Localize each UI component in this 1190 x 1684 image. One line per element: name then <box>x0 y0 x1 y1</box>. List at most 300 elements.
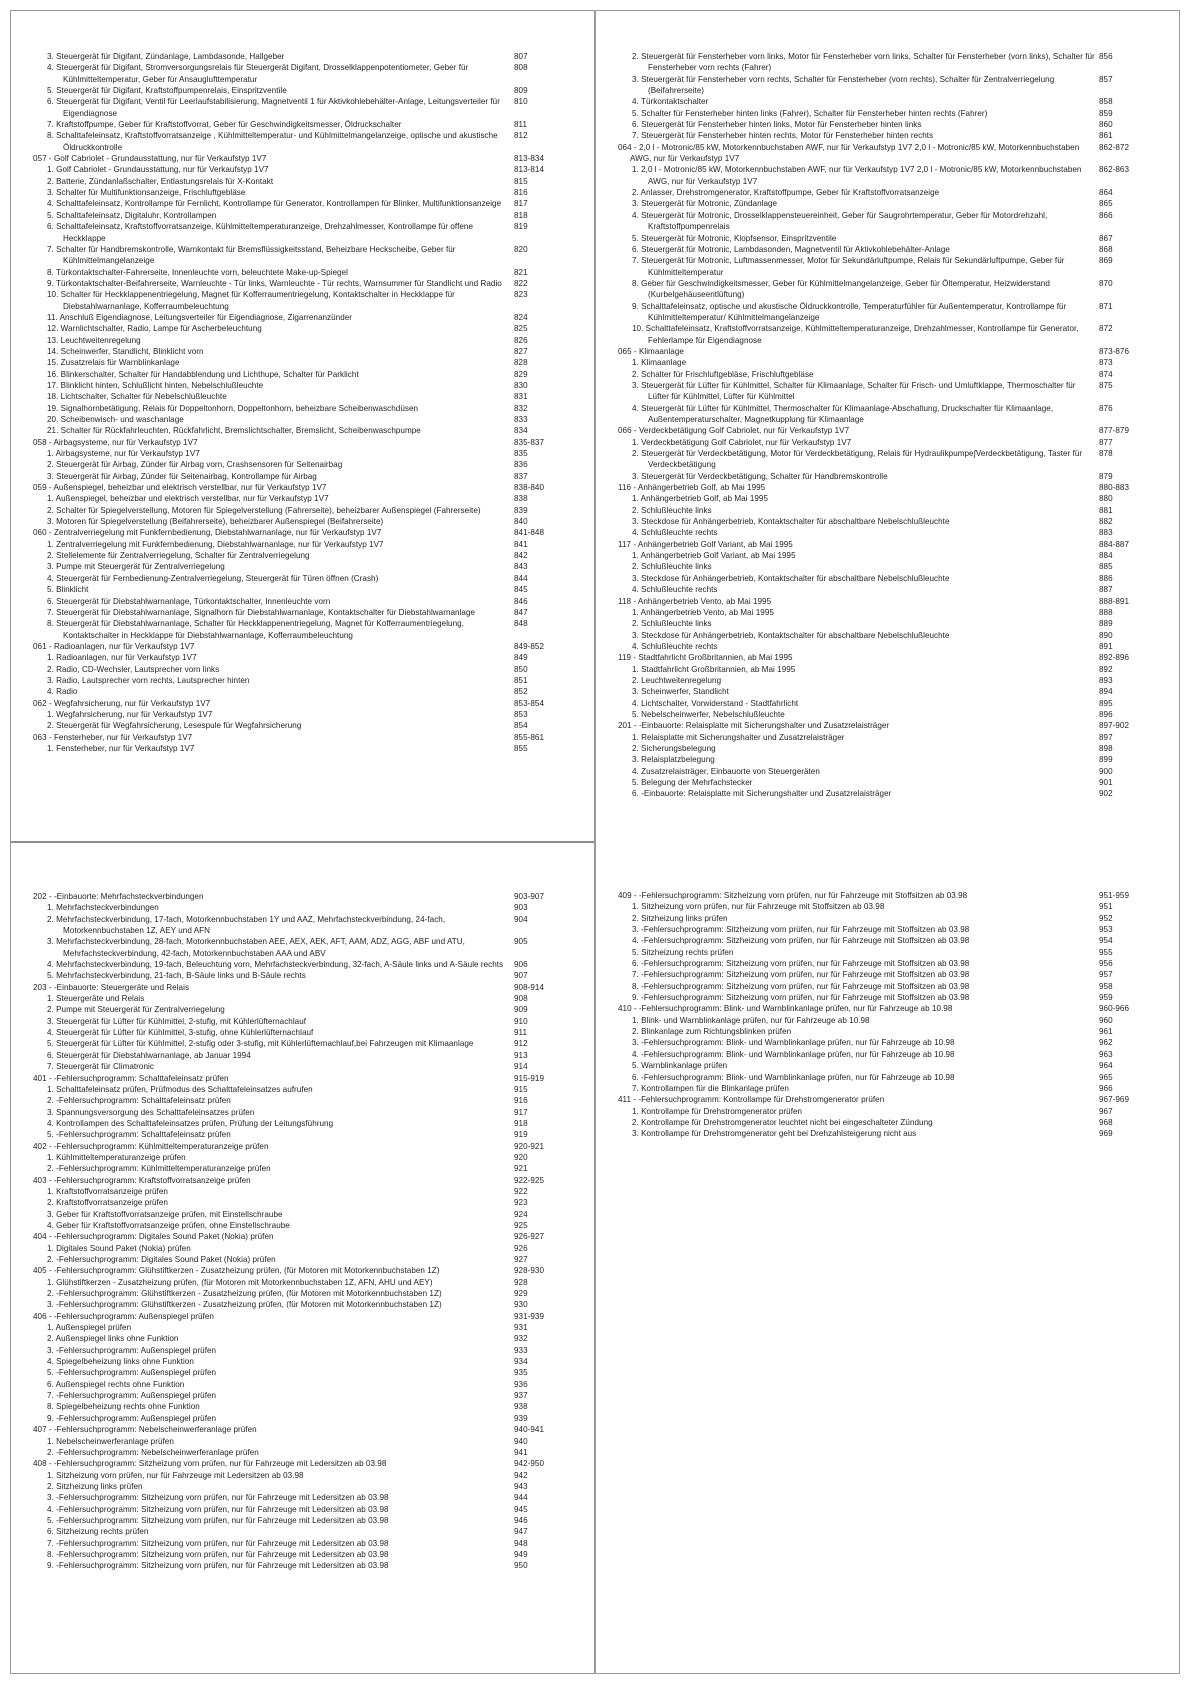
toc-section-row[interactable] <box>618 142 1157 165</box>
toc-entry-page-number: 928 <box>514 1277 528 1287</box>
toc-entry-label: 7. -Fehlersuchprogramm: Sitzheizung vorn prüfen, nur für Fahrzeuge mit Ledersitzen ab 03.98 <box>47 1538 389 1548</box>
toc-entry-label: 4. Kontrollampen des Schalttafeleinsatzes prüfen, Prüfung der Leitungsführung <box>47 1118 334 1128</box>
toc-section-row[interactable] <box>33 482 572 493</box>
toc-entry-row[interactable] <box>618 732 1157 743</box>
toc-entry-row[interactable] <box>33 1390 572 1401</box>
toc-entry-label: 5. Nebelscheinwerfer, Nebelschlußleuchte <box>632 709 785 719</box>
toc-entry-row[interactable] <box>33 1367 572 1378</box>
toc-entry-page-number: 940 <box>514 1436 528 1446</box>
toc-entry-label: 2. Steuergerät für Airbag, Zünder für Airbag vorn, Crashsensoren für Seitenairbag <box>47 460 343 470</box>
toc-entry-label: 5. Mehrfachsteckverbindung, 21-fach, B-Säule links und B-Säule rechts <box>47 971 306 981</box>
toc-entry-page-number: 878 <box>1099 449 1113 459</box>
toc-entry-page-number: 853-854 <box>514 698 544 708</box>
toc-entry-row[interactable] <box>618 1072 1157 1083</box>
toc-entry-page-number: 817 <box>514 199 528 209</box>
toc-entry-label: 4. Steuergerät für Fernbedienung-Zentralverriegelung, Steuergerät für Türen öffnen (Crash) <box>47 573 379 583</box>
toc-entry-row[interactable] <box>33 85 572 96</box>
toc-entry-page-number: 838-840 <box>514 483 544 493</box>
toc-entry-row[interactable] <box>618 448 1157 471</box>
toc-entry-row[interactable] <box>618 516 1157 527</box>
toc-entry-row[interactable] <box>33 459 572 470</box>
toc-entry-row[interactable] <box>33 493 572 504</box>
toc-entry-row[interactable] <box>33 1163 572 1174</box>
toc-entry-row[interactable] <box>33 914 572 937</box>
toc-entry-row[interactable] <box>618 675 1157 686</box>
toc-entry-row[interactable] <box>33 743 572 754</box>
toc-entry-label: 4. Schlußleuchte rechts <box>632 528 718 538</box>
toc-entry-page-number: 940-941 <box>514 1425 544 1435</box>
toc-entry-page-number: 954 <box>1099 936 1113 946</box>
toc-entry-row[interactable] <box>618 664 1157 675</box>
toc-entry-row[interactable] <box>618 754 1157 765</box>
toc-entry-row[interactable] <box>33 369 572 380</box>
toc-entry-label: 4. Radio <box>47 687 78 697</box>
toc-entry-row[interactable] <box>618 901 1157 912</box>
toc-entry-page-number: 907 <box>514 971 528 981</box>
toc-section-row[interactable] <box>618 539 1157 550</box>
toc-entry-label: 1. Golf Cabriolet - Grundausstattung, nur für Verkaufstyp 1V7 <box>47 165 269 175</box>
toc-entry-row[interactable] <box>33 425 572 436</box>
toc-section-row[interactable] <box>33 982 572 993</box>
toc-entry-row[interactable] <box>33 607 572 618</box>
toc-entry-row[interactable] <box>33 584 572 595</box>
toc-entry-page-number: 860 <box>1099 120 1113 130</box>
toc-entry-row[interactable] <box>618 437 1157 448</box>
toc-entry-row[interactable] <box>33 346 572 357</box>
toc-entry-row[interactable] <box>618 573 1157 584</box>
toc-entry-label: 18. Lichtschalter, Schalter für Nebelschlußleuchte <box>47 392 227 402</box>
toc-entry-label: 2. Steuergerät für Wegfahrsicherung, Lesespule für Wegfahrsicherung <box>47 721 302 731</box>
toc-entry-row[interactable] <box>618 607 1157 618</box>
toc-entry-page-number: 939 <box>514 1413 528 1423</box>
toc-entry-row[interactable] <box>618 981 1157 992</box>
toc-entry-row[interactable] <box>618 698 1157 709</box>
toc-entry-row[interactable] <box>33 1481 572 1492</box>
toc-entry-row[interactable] <box>618 164 1157 187</box>
toc-entry-row[interactable] <box>33 1129 572 1140</box>
toc-entry-page-number: 950 <box>514 1561 528 1571</box>
toc-section-row[interactable] <box>33 1458 572 1469</box>
toc-entry-row[interactable] <box>33 1447 572 1458</box>
toc-entry-label: 7. -Fehlersuchprogramm: Sitzheizung vorn prüfen, nur für Fahrzeuge mit Stoffsitzen ab 03.98 <box>632 970 970 980</box>
toc-entry-row[interactable] <box>618 766 1157 777</box>
toc-entry-label: 2. Schalter für Frischluftgebläse, Frischluftgebläse <box>632 369 814 379</box>
toc-entry-row[interactable] <box>33 505 572 516</box>
toc-entry-row[interactable] <box>33 198 572 209</box>
toc-entry-page-number: 925 <box>514 1220 528 1230</box>
toc-entry-page-number: 888 <box>1099 607 1113 617</box>
toc-entry-label: 1. Anhängerbetrieb Golf, ab Mai 1995 <box>632 494 768 504</box>
toc-entry-row[interactable] <box>33 1549 572 1560</box>
toc-entry-page-number: 906 <box>514 960 528 970</box>
toc-entry-row[interactable] <box>618 96 1157 107</box>
toc-entry-row[interactable] <box>33 187 572 198</box>
toc-section-row[interactable] <box>33 1231 572 1242</box>
toc-section-row[interactable] <box>618 720 1157 731</box>
toc-entry-page-number: 829 <box>514 369 528 379</box>
toc-entry-page-number: 923 <box>514 1198 528 1208</box>
toc-entry-row[interactable] <box>33 1560 572 1571</box>
toc-section-row[interactable] <box>33 437 572 448</box>
toc-entry-label: 064 - 2,0 l - Motronic/85 kW, Motorkennbuchstaben AWF, nur für Verkaufstyp 1V7 2,0 l - Motronic/85 kW, Motorkennbuchstaben AWG, nur für Verkaufstyp 1V7 <box>618 142 1080 164</box>
toc-entry-row[interactable] <box>618 198 1157 209</box>
toc-entry-row[interactable] <box>33 675 572 686</box>
toc-entry-row[interactable] <box>618 51 1157 74</box>
toc-section-row[interactable] <box>33 1141 572 1152</box>
toc-entry-row[interactable] <box>33 1084 572 1095</box>
toc-entry-label: 8. Steuergerät für Diebstahlwarnanlage, Schalter für Heckklappenentriegelung, Magnet für Kofferraumentriegelung, Kontaktschalter in Heckklappe für Diebstahlwarnanlage, Kofferraumbeleuchtung <box>47 619 464 640</box>
toc-entry-row[interactable] <box>33 391 572 402</box>
toc-entry-page-number: 848 <box>514 619 528 629</box>
toc-entry-label: 2. Sitzheizung links prüfen <box>47 1481 143 1491</box>
toc-entry-label: 057 - Golf Cabriolet - Grundausstattung, nur für Verkaufstyp 1V7 <box>33 154 267 164</box>
toc-entry-row[interactable] <box>618 924 1157 935</box>
toc-section-row[interactable] <box>33 1424 572 1435</box>
toc-entry-row[interactable] <box>618 244 1157 255</box>
toc-entry-page-number: 947 <box>514 1527 528 1537</box>
toc-entry-label: 4. Lichtschalter, Vorwiderstand - Stadtfahrlicht <box>632 698 799 708</box>
toc-entry-row[interactable] <box>618 301 1157 324</box>
toc-entry-row[interactable] <box>33 210 572 221</box>
toc-entry-row[interactable] <box>33 1345 572 1356</box>
toc-entry-row[interactable] <box>33 1220 572 1231</box>
toc-entry-row[interactable] <box>618 1049 1157 1060</box>
toc-entry-row[interactable] <box>618 709 1157 720</box>
toc-entry-page-number: 937 <box>514 1391 528 1401</box>
toc-entry-row[interactable] <box>618 1015 1157 1026</box>
toc-entry-label: 202 - -Einbauorte: Mehrfachsteckverbindungen <box>33 892 204 901</box>
toc-entry-label: 6. -Fehlersuchprogramm: Sitzheizung vorn prüfen, nur für Fahrzeuge mit Stoffsitzen ab 03.98 <box>632 959 970 969</box>
toc-entry-row[interactable] <box>33 1322 572 1333</box>
toc-entry-row[interactable] <box>618 380 1157 403</box>
toc-entry-row[interactable] <box>33 130 572 153</box>
toc-entry-label: 8. -Fehlersuchprogramm: Sitzheizung vorn prüfen, nur für Fahrzeuge mit Stoffsitzen ab 03.98 <box>632 981 970 991</box>
toc-section-row[interactable] <box>618 346 1157 357</box>
toc-entry-row[interactable] <box>618 323 1157 346</box>
toc-entry-row[interactable] <box>33 448 572 459</box>
toc-entry-row[interactable] <box>33 652 572 663</box>
toc-entry-label: 406 - -Fehlersuchprogramm: Außenspiegel prüfen <box>33 1311 214 1321</box>
toc-entry-label: 4. Schalttafeleinsatz, Kontrollampe für Fernlicht, Kontrollampe für Generator, Kontrollampen für Blinker, Multifunktionsanzeige <box>47 199 502 209</box>
toc-entry-page-number: 958 <box>1099 981 1113 991</box>
toc-entry-row[interactable] <box>33 51 572 62</box>
toc-entry-row[interactable] <box>33 993 572 1004</box>
toc-entry-label: 2. Schlußleuchte links <box>632 505 712 515</box>
toc-section-row[interactable] <box>618 890 1157 901</box>
toc-entry-row[interactable] <box>33 119 572 130</box>
toc-entry-label: 2. Außenspiegel links ohne Funktion <box>47 1334 179 1344</box>
toc-entry-row[interactable] <box>33 267 572 278</box>
toc-entry-row[interactable] <box>33 1277 572 1288</box>
toc-entry-row[interactable] <box>33 1492 572 1503</box>
toc-entry-row[interactable] <box>33 1538 572 1549</box>
toc-entry-row[interactable] <box>618 947 1157 958</box>
toc-entry-row[interactable] <box>33 1299 572 1310</box>
toc-entry-page-number: 854 <box>514 721 528 731</box>
toc-entry-row[interactable] <box>33 357 572 368</box>
toc-entry-page-number: 832 <box>514 403 528 413</box>
toc-entry-label: 1. Nebelscheinwerferanlage prüfen <box>47 1436 174 1446</box>
toc-entry-row[interactable] <box>33 278 572 289</box>
toc-entry-page-number: 872 <box>1099 324 1113 334</box>
toc-entry-row[interactable] <box>33 1152 572 1163</box>
toc-entry-row[interactable] <box>618 1060 1157 1071</box>
toc-entry-label: 12. Warnlichtschalter, Radio, Lampe für Ascherbeleuchtung <box>47 324 262 334</box>
toc-entry-page-number: 961 <box>1099 1027 1113 1037</box>
toc-entry-row[interactable] <box>618 992 1157 1003</box>
toc-entry-label: 2. -Fehlersuchprogramm: Glühstiftkerzen - Zusatzheizung prüfen, (für Motoren mit Motorkennbuchstaben 1Z) <box>47 1289 442 1299</box>
toc-entry-row[interactable] <box>33 176 572 187</box>
toc-entry-label: 5. Warnblinkanlage prüfen <box>632 1061 728 1071</box>
toc-entry-page-number: 967-969 <box>1099 1095 1129 1105</box>
toc-entry-row[interactable] <box>33 335 572 346</box>
toc-entry-row[interactable] <box>33 970 572 981</box>
toc-entry-row[interactable] <box>618 74 1157 97</box>
toc-entry-row[interactable] <box>618 403 1157 426</box>
toc-entry-label: 3. Steuergerät für Digifant, Zündanlage, Lambdasonde, Hallgeber <box>47 52 285 61</box>
toc-entry-label: 5. Schalttafeleinsatz, Digitaluhr, Kontrollampen <box>47 210 217 220</box>
toc-entry-row[interactable] <box>618 505 1157 516</box>
toc-entry-row[interactable] <box>618 584 1157 595</box>
toc-entry-row[interactable] <box>33 1038 572 1049</box>
toc-entry-label: 2. -Fehlersuchprogramm: Nebelscheinwerferanlage prüfen <box>47 1447 259 1457</box>
toc-entry-label: 063 - Fensterheber, nur für Verkaufstyp 1V7 <box>33 732 193 742</box>
toc-entry-row[interactable] <box>33 1379 572 1390</box>
toc-entry-row[interactable] <box>33 1107 572 1118</box>
toc-entry-label: 3. Steckdose für Anhängerbetrieb, Kontaktschalter für abschaltbare Nebelschlußleuchte <box>632 630 950 640</box>
toc-entry-row[interactable] <box>618 357 1157 368</box>
toc-entry-label: 2. Schlußleuchte links <box>632 562 712 572</box>
toc-entry-row[interactable] <box>33 96 572 119</box>
toc-entry-label: 4. Schlußleuchte rechts <box>632 585 718 595</box>
toc-entry-row[interactable] <box>33 1095 572 1106</box>
toc-section-row[interactable] <box>33 1073 572 1084</box>
toc-entry-page-number: 850 <box>514 664 528 674</box>
toc-entry-row[interactable] <box>618 641 1157 652</box>
toc-entry-row[interactable] <box>618 550 1157 561</box>
toc-entry-row[interactable] <box>618 493 1157 504</box>
toc-entry-row[interactable] <box>618 958 1157 969</box>
toc-entry-row[interactable] <box>33 664 572 675</box>
toc-entry-label: 3. Geber für Kraftstoffvorratsanzeige prüfen, mit Einstellschraube <box>47 1209 283 1219</box>
toc-entry-label: 2. Kontrollampe für Drehstromgenerator leuchtet nicht bei eingeschalteter Zündung <box>632 1117 933 1127</box>
toc-entry-row[interactable] <box>33 1186 572 1197</box>
toc-entry-row[interactable] <box>33 618 572 641</box>
toc-entry-row[interactable] <box>618 108 1157 119</box>
toc-entry-row[interactable] <box>33 1254 572 1265</box>
toc-entry-row[interactable] <box>33 1436 572 1447</box>
toc-entry-row[interactable] <box>33 902 572 913</box>
toc-section-row[interactable] <box>618 652 1157 663</box>
toc-entry-row[interactable] <box>618 130 1157 141</box>
toc-entry-row[interactable] <box>33 1027 572 1038</box>
toc-entry-label: 2. Steuergerät für Verdeckbetätigung, Motor für Verdeckbetätigung, Relais für Hydraulikpumpe∫Verdeckbetätigung, Taster für Verdeckbetätigung <box>632 449 1083 470</box>
toc-entry-label: 407 - -Fehlersuchprogramm: Nebelscheinwerferanlage prüfen <box>33 1425 257 1435</box>
toc-entry-row[interactable] <box>33 164 572 175</box>
toc-entry-row[interactable] <box>33 1004 572 1015</box>
toc-section-row[interactable] <box>33 1311 572 1322</box>
toc-entry-row[interactable] <box>33 1197 572 1208</box>
toc-entry-row[interactable] <box>618 278 1157 301</box>
toc-entry-page-number: 864 <box>1099 188 1113 198</box>
toc-entry-row[interactable] <box>33 323 572 334</box>
toc-entry-label: 10. Schalter für Heckklappenentriegelung, Magnet für Kofferraumentriegelung, Kontaktschalter in Heckklappe für Diebstahlwarnanlage, Kofferraumbeleuchtung <box>47 290 455 311</box>
toc-entry-label: 9. -Fehlersuchprogramm: Sitzheizung vorn prüfen, nur für Fahrzeuge mit Stoffsitzen ab 03.98 <box>632 993 970 1003</box>
toc-entry-label: 1. Wegfahrsicherung, nur für Verkaufstyp 1V7 <box>47 709 213 719</box>
toc-section-row[interactable] <box>33 527 572 538</box>
toc-entry-label: 117 - Anhängerbetrieb Golf Variant, ab Mai 1995 <box>618 539 793 549</box>
toc-entry-row[interactable] <box>33 1504 572 1515</box>
toc-section-row[interactable] <box>33 1175 572 1186</box>
toc-entry-page-number: 889 <box>1099 619 1113 629</box>
toc-entry-page-number: 823 <box>514 290 528 300</box>
toc-entry-page-number: 852 <box>514 687 528 697</box>
toc-entry-row[interactable] <box>33 720 572 731</box>
toc-entry-row[interactable] <box>33 244 572 267</box>
toc-entry-row[interactable] <box>33 1401 572 1412</box>
toc-entry-row[interactable] <box>618 630 1157 641</box>
toc-entry-row[interactable] <box>618 913 1157 924</box>
toc-entry-row[interactable] <box>618 369 1157 380</box>
toc-entry-row[interactable] <box>33 596 572 607</box>
toc-entry-row[interactable] <box>33 1526 572 1537</box>
toc-entry-row[interactable] <box>618 561 1157 572</box>
toc-entry-row[interactable] <box>33 1209 572 1220</box>
toc-entry-label: 3. -Fehlersuchprogramm: Glühstiftkerzen - Zusatzheizung prüfen, (für Motoren mit Motorkennbuchstaben 1Z) <box>47 1300 442 1310</box>
toc-list-bottom-right <box>596 842 1179 1140</box>
toc-entry-row[interactable] <box>618 119 1157 130</box>
toc-entry-row[interactable] <box>33 1288 572 1299</box>
toc-entry-row[interactable] <box>33 380 572 391</box>
toc-section-row[interactable] <box>618 1094 1157 1105</box>
toc-entry-row[interactable] <box>33 1061 572 1072</box>
toc-entry-row[interactable] <box>33 1016 572 1027</box>
toc-entry-row[interactable] <box>618 1106 1157 1117</box>
toc-section-row[interactable] <box>33 153 572 164</box>
toc-entry-row[interactable] <box>618 788 1157 799</box>
toc-section-row[interactable] <box>618 596 1157 607</box>
toc-entry-label: 2. Leuchtweitenregelung <box>632 675 722 685</box>
toc-entry-label: 3. -Fehlersuchprogramm: Sitzheizung vorn prüfen, nur für Fahrzeuge mit Stoffsitzen ab 03.98 <box>632 925 970 935</box>
toc-entry-row[interactable] <box>33 959 572 970</box>
toc-entry-label: 2. Radio, CD-Wechsler, Lautsprecher vorn links <box>47 664 220 674</box>
toc-entry-row[interactable] <box>33 1356 572 1367</box>
toc-entry-row[interactable] <box>33 403 572 414</box>
toc-entry-row[interactable] <box>618 471 1157 482</box>
toc-entry-row[interactable] <box>618 233 1157 244</box>
toc-entry-row[interactable] <box>33 936 572 959</box>
toc-entry-row[interactable] <box>618 527 1157 538</box>
toc-entry-row[interactable] <box>33 709 572 720</box>
toc-entry-row[interactable] <box>618 777 1157 788</box>
toc-entry-row[interactable] <box>618 255 1157 278</box>
toc-entry-row[interactable] <box>618 969 1157 980</box>
toc-entry-row[interactable] <box>33 414 572 425</box>
toc-entry-page-number: 862-872 <box>1099 142 1129 152</box>
toc-entry-row[interactable] <box>618 686 1157 697</box>
toc-entry-page-number: 929 <box>514 1289 528 1299</box>
toc-entry-row[interactable] <box>33 686 572 697</box>
toc-entry-row[interactable] <box>33 516 572 527</box>
toc-entry-label: 201 - -Einbauorte: Relaisplatte mit Sicherungshalter und Zusatzrelaisträger <box>618 721 890 731</box>
toc-section-row[interactable] <box>33 698 572 709</box>
toc-entry-page-number: 873-876 <box>1099 346 1129 356</box>
toc-entry-row[interactable] <box>33 573 572 584</box>
toc-entry-label: 4. -Fehlersuchprogramm: Sitzheizung vorn prüfen, nur für Fahrzeuge mit Stoffsitzen ab 03.98 <box>632 936 970 946</box>
toc-entry-label: 9. -Fehlersuchprogramm: Außenspiegel prüfen <box>47 1413 217 1423</box>
toc-entry-row[interactable] <box>618 210 1157 233</box>
toc-entry-row[interactable] <box>33 1050 572 1061</box>
toc-entry-row[interactable] <box>33 62 572 85</box>
toc-section-row[interactable] <box>618 425 1157 436</box>
toc-entry-page-number: 904 <box>514 914 528 924</box>
toc-entry-label: 8. Spiegelbeheizung rechts ohne Funktion <box>47 1402 200 1412</box>
toc-entry-row[interactable] <box>618 1128 1157 1139</box>
toc-entry-row[interactable] <box>618 1026 1157 1037</box>
toc-entry-page-number: 920-921 <box>514 1141 544 1151</box>
toc-entry-row[interactable] <box>33 221 572 244</box>
toc-section-row[interactable] <box>618 1003 1157 1014</box>
toc-entry-label: 119 - Stadtfahrlicht Großbritannien, ab Mai 1995 <box>618 653 793 663</box>
toc-entry-label: 5. -Fehlersuchprogramm: Außenspiegel prüfen <box>47 1368 217 1378</box>
toc-entry-row[interactable] <box>618 935 1157 946</box>
toc-entry-page-number: 917 <box>514 1107 528 1117</box>
toc-entry-row[interactable] <box>33 1413 572 1424</box>
toc-entry-row[interactable] <box>618 1117 1157 1128</box>
toc-entry-row[interactable] <box>33 1333 572 1344</box>
toc-entry-row[interactable] <box>618 187 1157 198</box>
toc-section-row[interactable] <box>33 641 572 652</box>
toc-entry-label: 4. -Fehlersuchprogramm: Sitzheizung vorn prüfen, nur für Fahrzeuge mit Ledersitzen ab 03.98 <box>47 1504 389 1514</box>
toc-entry-label: 11. Anschluß Eigendiagnose, Leitungsverteiler für Eigendiagnose, Zigarrenanzünder <box>47 312 353 322</box>
toc-section-row[interactable] <box>33 1265 572 1276</box>
toc-entry-row[interactable] <box>618 743 1157 754</box>
toc-entry-row[interactable] <box>618 1037 1157 1048</box>
toc-entry-row[interactable] <box>33 561 572 572</box>
toc-entry-page-number: 871 <box>1099 301 1113 311</box>
toc-entry-label: 1. Sitzheizung vorn prüfen, nur für Fahrzeuge mit Ledersitzen ab 03.98 <box>47 1470 304 1480</box>
toc-entry-label: 1. Schalttafeleinsatz prüfen, Prüfmodus des Schalttafeleinsatzes aufrufen <box>47 1084 313 1094</box>
toc-entry-label: 4. Zusatzrelaisträger, Einbauorte von Steuergeräten <box>632 766 820 776</box>
toc-entry-page-number: 811 <box>514 120 528 130</box>
toc-entry-page-number: 966 <box>1099 1083 1113 1093</box>
toc-entry-row[interactable] <box>33 1515 572 1526</box>
toc-entry-row[interactable] <box>33 312 572 323</box>
toc-section-row[interactable] <box>33 891 572 902</box>
toc-entry-row[interactable] <box>618 1083 1157 1094</box>
toc-entry-row[interactable] <box>33 550 572 561</box>
toc-entry-label: 5. Schalter für Fensterheber hinten links (Fahrer), Schalter für Fensterheber hinten rechts (Fahrer) <box>632 108 988 118</box>
toc-entry-label: 6. -Einbauorte: Relaisplatte mit Sicherungshalter und Zusatzrelaisträger <box>632 789 892 799</box>
toc-entry-row[interactable] <box>618 618 1157 629</box>
toc-entry-page-number: 893 <box>1099 675 1113 685</box>
toc-entry-page-number: 868 <box>1099 244 1113 254</box>
toc-entry-label: 403 - -Fehlersuchprogramm: Kraftstoffvorratsanzeige prüfen <box>33 1175 251 1185</box>
toc-entry-row[interactable] <box>33 1118 572 1129</box>
toc-entry-label: 1. Klimaanlage <box>632 358 687 368</box>
toc-entry-row[interactable] <box>33 1470 572 1481</box>
toc-entry-row[interactable] <box>33 289 572 312</box>
toc-entry-page-number: 815 <box>514 176 528 186</box>
toc-section-row[interactable] <box>33 732 572 743</box>
toc-entry-row[interactable] <box>33 539 572 550</box>
toc-entry-page-number: 836 <box>514 460 528 470</box>
toc-entry-label: 408 - -Fehlersuchprogramm: Sitzheizung vorn prüfen, nur für Fahrzeuge mit Ledersitzen ab 03.98 <box>33 1459 387 1469</box>
toc-section-row[interactable] <box>618 482 1157 493</box>
toc-entry-row[interactable] <box>33 1243 572 1254</box>
toc-entry-page-number: 813-834 <box>514 154 544 164</box>
toc-entry-row[interactable] <box>33 471 572 482</box>
